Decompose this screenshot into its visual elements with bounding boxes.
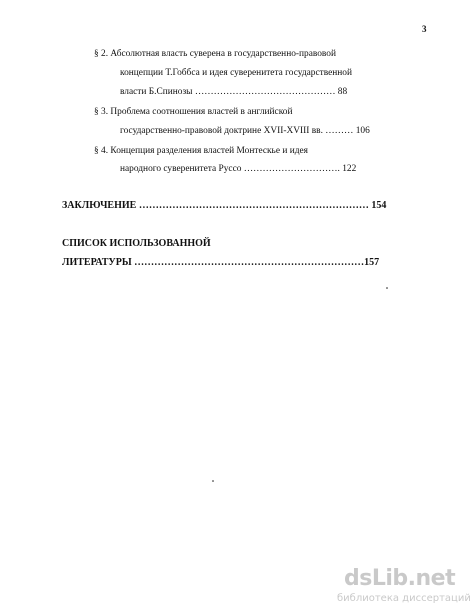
toc-entry-section-2-line-1: § 2. Абсолютная власть суверена в государственно-правовой: [94, 49, 337, 59]
watermark-subtitle: библиотека диссертаций: [337, 593, 471, 604]
toc-entry-section-2-line-2: концепции Т.Гоббса и идея суверенитета государственной: [120, 68, 352, 78]
scan-speck: [212, 480, 214, 482]
page-number: 3: [422, 24, 427, 34]
toc-entry-section-4-line-2: народного суверенитета Руссо …………………………. 122: [120, 164, 357, 174]
toc-entry-bibliography-line-1: СПИСОК ИСПОЛЬЗОВАННОЙ: [62, 238, 211, 249]
toc-entry-conclusion: ЗАКЛЮЧЕНИЕ …………………………………………………………… 154: [62, 200, 387, 211]
toc-entry-section-3-line-1: § 3. Проблема соотношения властей в английской: [94, 107, 293, 117]
toc-entry-section-2-line-3: власти Б.Спинозы ……………………………………… 88: [120, 87, 348, 97]
toc-entry-section-3-line-2: государственно-правовой доктрине XVII-XVIII вв. ……… 106: [120, 126, 370, 136]
toc-entry-section-4-line-1: § 4. Концепция разделения властей Монтескье и идея: [94, 146, 308, 156]
scan-speck: [386, 287, 388, 289]
watermark: [337, 566, 471, 610]
toc-entry-bibliography-line-2: ЛИТЕРАТУРЫ ……………………………………………………………157: [62, 257, 380, 268]
watermark-logo: dsLib.net: [344, 566, 456, 591]
